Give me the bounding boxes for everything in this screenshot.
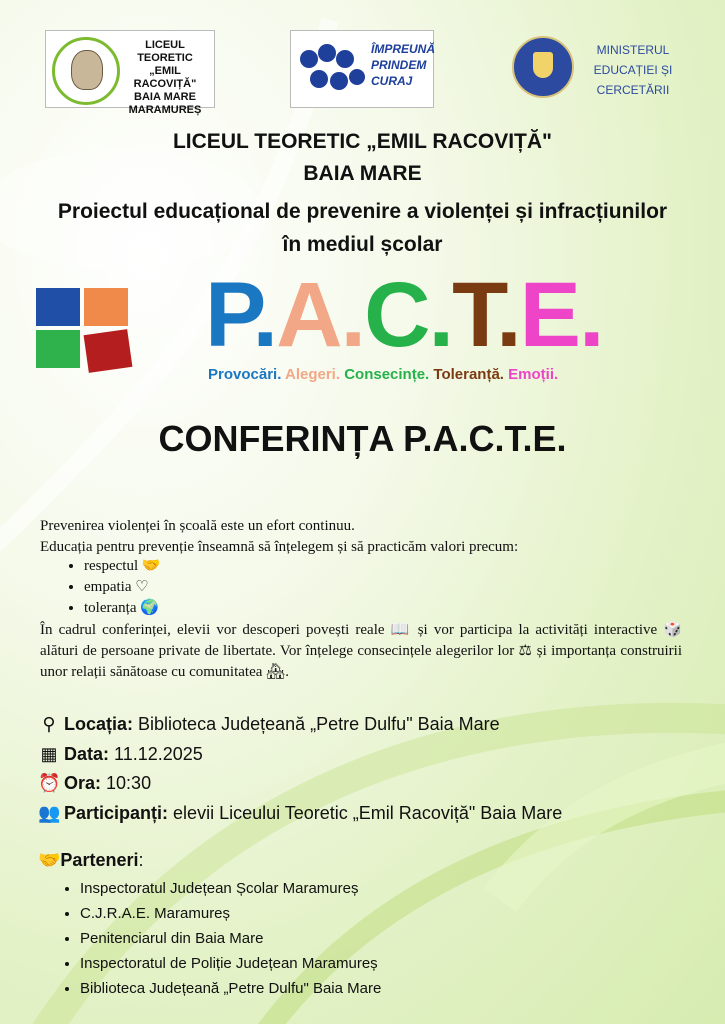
handshake-icon: 🤝 (38, 850, 61, 870)
location-value: Biblioteca Județeană „Petre Dulfu" Baia Mare (138, 714, 500, 734)
pacte-letter-a: A. (276, 264, 365, 366)
tagline-word: Consecințe. (344, 366, 430, 383)
pacte-letter-t: T. (452, 264, 520, 366)
school-title: LICEUL TEORETIC „EMIL RACOVIȚĂ" (172, 130, 553, 153)
pacte-letter-e: E. (519, 264, 603, 366)
participants-row (38, 803, 562, 824)
time-row (38, 773, 151, 794)
list-item: • Inspectoratul de Poliție Județean Maramureș (80, 951, 381, 976)
city-title: BAIA MARE (303, 162, 422, 185)
handshake-icon: 🤝 (141, 558, 161, 574)
partners-colon: : (138, 850, 144, 870)
school-logo-line: MARAMUREȘ (128, 104, 202, 116)
ministry-name (578, 40, 688, 100)
list-item: • Penitenciarul din Baia Mare (80, 926, 381, 951)
list-item: • Inspectoratul Județean Școlar Maramureș (80, 876, 381, 901)
location-row (38, 714, 500, 735)
partners-list (56, 876, 381, 1001)
ministry-line: MINISTERUL (596, 43, 670, 57)
heart-icon: ♡ (135, 579, 149, 595)
pacte-letter-p: P. (205, 264, 277, 366)
school-logo (45, 30, 215, 116)
description-text: În cadrul conferinței, elevii vor descoperi povești reale (40, 622, 391, 638)
intro-line: Prevenirea violenței în școală este un efort continuu. (40, 518, 355, 534)
project-logo (290, 30, 434, 108)
school-logo-line: LICEUL TEORETIC (137, 39, 193, 64)
value-label: empatia (84, 579, 132, 595)
tagline-word: Toleranță. (433, 366, 504, 383)
conference-description (40, 620, 682, 683)
pacte-logo (205, 265, 603, 365)
dice-icon: 🎲 (663, 622, 682, 638)
list-item: • C.J.R.A.E. Maramureș (80, 901, 381, 926)
government-seal-icon (512, 36, 574, 98)
list-item: • Biblioteca Județeană „Petre Dulfu" Baia Mare (80, 976, 381, 1001)
intro-line: Educația pentru prevenție înseamnă să înțelegem și să practicăm valori precum: (40, 539, 519, 555)
value-label: respectul (84, 558, 139, 574)
people-icon: 👥 (38, 803, 61, 823)
participants-value: elevii Liceului Teoretic „Emil Racoviță" Baia Mare (173, 803, 563, 823)
list-item (84, 598, 161, 619)
date-label: Data: (64, 744, 110, 764)
tagline-word: Provocări. (208, 366, 282, 383)
value-label: toleranța (84, 600, 137, 616)
time-value: 10:30 (106, 773, 152, 793)
ministry-line: CERCETĂRII (596, 83, 670, 97)
children-group-icon (297, 39, 367, 99)
date-value: 11.12.2025 (114, 744, 203, 764)
description-text: și vor participa la activități interactive (411, 622, 664, 638)
project-slogan-line: ÎMPREUNĂ (371, 42, 436, 56)
project-slogan-line: CURAJ (371, 74, 413, 88)
colored-squares-icon (36, 288, 136, 370)
houses-icon: 🏘 (266, 664, 286, 680)
project-title: Proiectul educațional de prevenire a violenței și infracțiunilor (57, 200, 668, 223)
globe-icon: 🌍 (140, 600, 159, 616)
school-logo-line: BAIA MARE (134, 91, 196, 103)
tagline-word: Emoții. (508, 366, 559, 383)
location-label: Locația: (64, 714, 134, 734)
description-text: și importanța construirii unor relații sănătoase cu comunitatea (40, 643, 683, 680)
ministry-line: EDUCAȚIEI ȘI (593, 63, 673, 77)
pin-icon: ⚲ (42, 714, 56, 734)
time-label: Ora: (64, 773, 102, 793)
list-item (84, 577, 161, 598)
school-emblem-icon (52, 37, 120, 105)
pacte-letter-c: C. (364, 264, 453, 366)
date-row (38, 744, 203, 765)
conference-title: CONFERINȚA P.A.C.T.E. (158, 418, 567, 459)
participants-label: Participanți: (64, 803, 169, 823)
values-list (62, 556, 161, 619)
school-logo-line: „EMIL RACOVIȚĂ" (133, 65, 197, 90)
alarm-clock-icon: ⏰ (38, 773, 61, 793)
pacte-tagline (208, 366, 558, 383)
description-text: alături de persoane private de libertate. Vor înțelege consecințele alegerilor lor (40, 643, 519, 659)
partners-title (38, 850, 143, 871)
book-icon: 📖 (390, 622, 412, 638)
project-slogan-line: PRINDEM (371, 58, 427, 72)
partners-label: Parteneri (60, 850, 139, 870)
tagline-word: Alegeri. (285, 366, 341, 383)
project-subtitle: în mediul școlar (282, 233, 443, 256)
list-item (84, 556, 161, 577)
scales-icon: ⚖ (518, 643, 533, 659)
intro-text (40, 516, 682, 558)
calendar-icon: ▦ (40, 744, 58, 764)
description-text: . (285, 664, 289, 680)
